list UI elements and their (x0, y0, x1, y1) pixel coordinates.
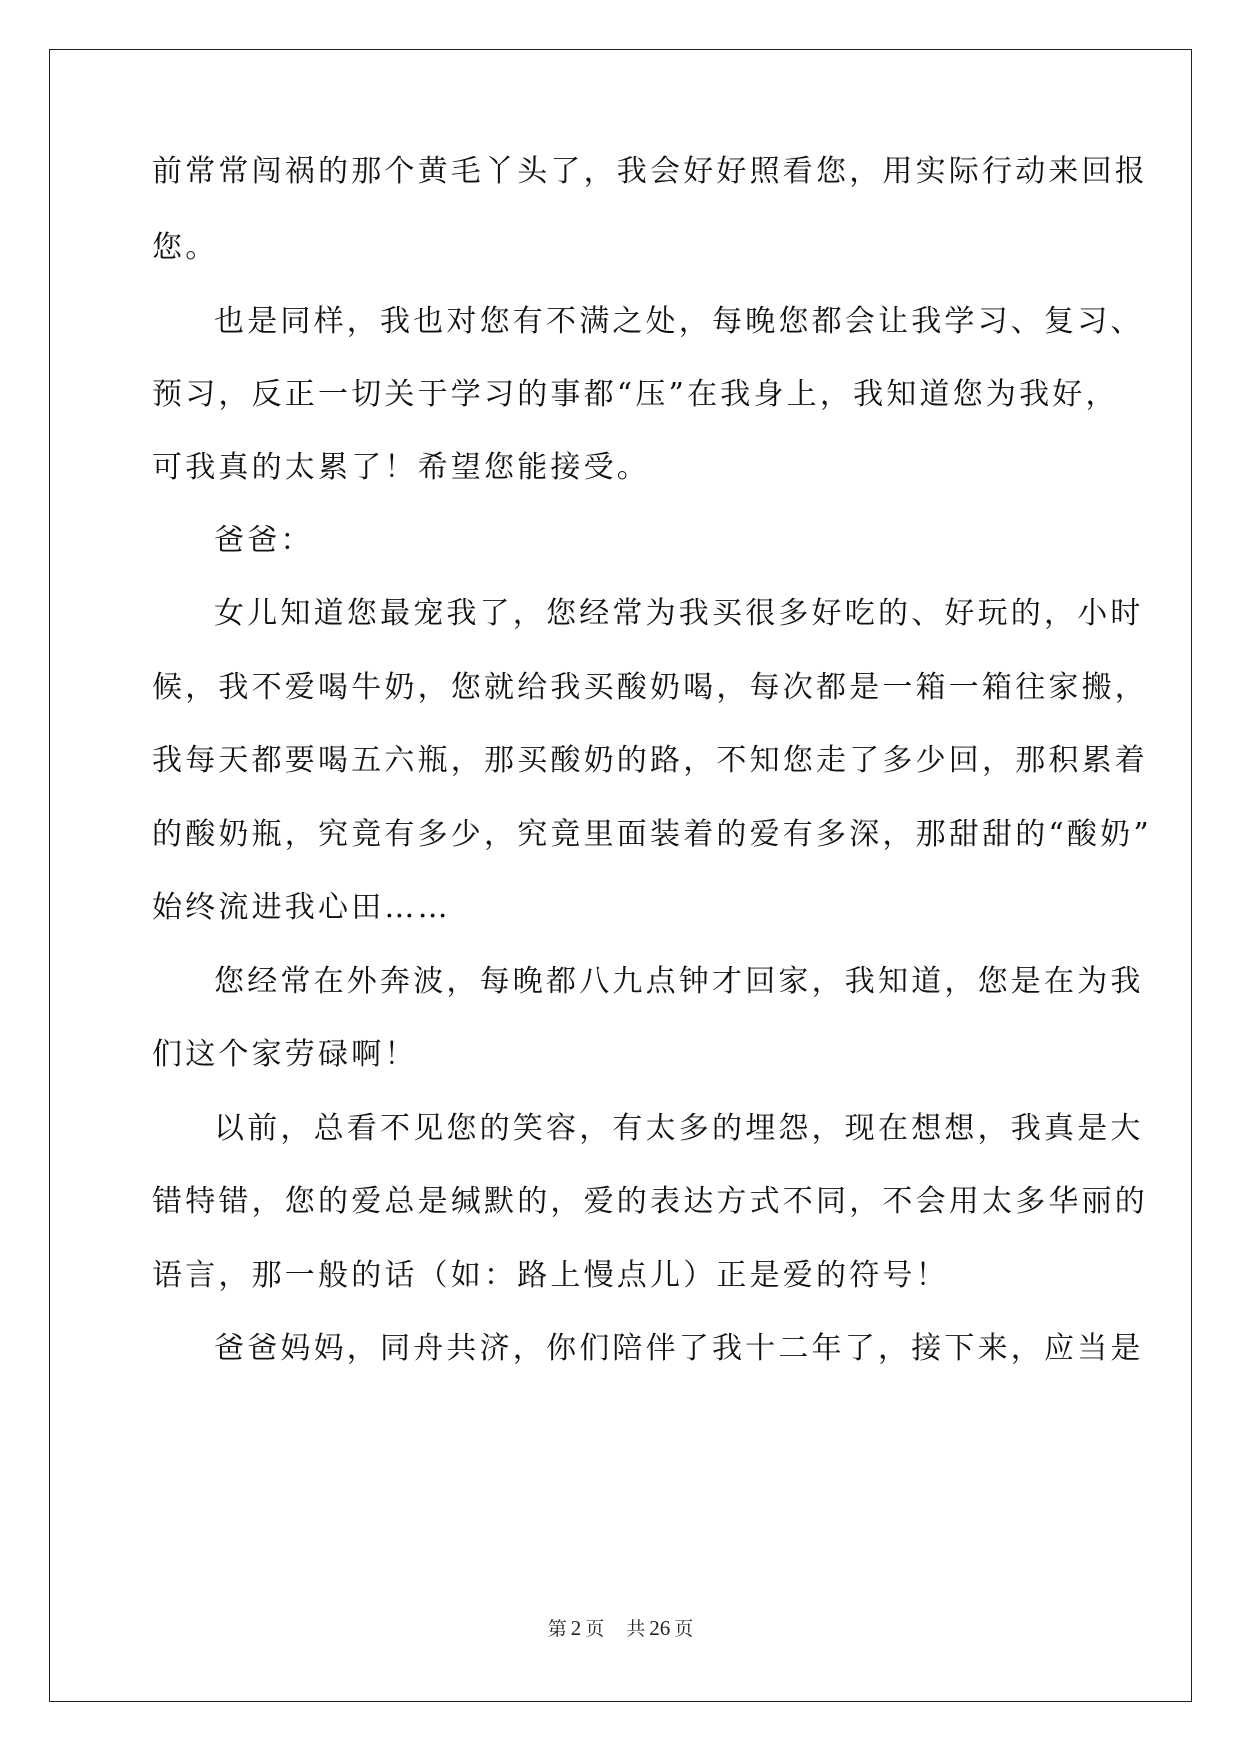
text-line: 前常常闯祸的那个黄毛丫头了，我会好好照看您，用实际行动来回报 (152, 154, 1148, 189)
text-line: 候，我不爱喝牛奶，您就给我买酸奶喝，每次都是一箱一箱往家搬， (152, 670, 1148, 705)
page-prefix: 第 (547, 1618, 567, 1640)
text-line: 的酸奶瓶，究竟有多少，究竟里面装着的爱有多深，那甜甜的“酸奶” (152, 817, 1152, 852)
text-line: 我每天都要喝五六瓶，那买酸奶的路，不知您走了多少回，那积累着 (152, 743, 1148, 778)
text-line: 错特错，您的爱总是缄默的，爱的表达方式不同，不会用太多华丽的 (152, 1184, 1148, 1219)
paragraph-start: 爸爸妈妈，同舟共济，你们陪伴了我十二年了，接下来，应当是 (214, 1331, 1144, 1366)
page-border (49, 49, 1192, 1702)
page-suffix: 页 (585, 1618, 605, 1640)
total-suffix: 页 (674, 1618, 694, 1640)
text-line: 们这个家劳碌啊！ (152, 1037, 418, 1072)
paragraph-start: 您经常在外奔波，每晚都八九点钟才回家，我知道，您是在为我 (214, 964, 1144, 999)
text-line: 预习，反正一切关于学习的事都“压”在我身上，我知道您为我好， (152, 377, 1119, 412)
total-prefix: 共 (626, 1618, 646, 1640)
total-pages: 26 (649, 1616, 671, 1640)
salutation: 爸爸： (214, 523, 314, 558)
text-line: 可我真的太累了！希望您能接受。 (152, 450, 650, 485)
paragraph-start: 也是同样，我也对您有不满之处，每晚您都会让我学习、复习、 (214, 304, 1144, 339)
page-footer (0, 1614, 1241, 1641)
text-line: 语言，那一般的话（如：路上慢点儿）正是爱的符号！ (152, 1258, 949, 1293)
text-line: 您。 (152, 230, 219, 265)
page-number: 2 (570, 1616, 582, 1640)
text-line: 始终流进我心田…… (152, 890, 451, 925)
paragraph-start: 以前，总看不见您的笑容，有太多的埋怨，现在想想，我真是大 (214, 1111, 1144, 1146)
paragraph-start: 女儿知道您最宠我了，您经常为我买很多好吃的、好玩的，小时 (214, 596, 1144, 631)
